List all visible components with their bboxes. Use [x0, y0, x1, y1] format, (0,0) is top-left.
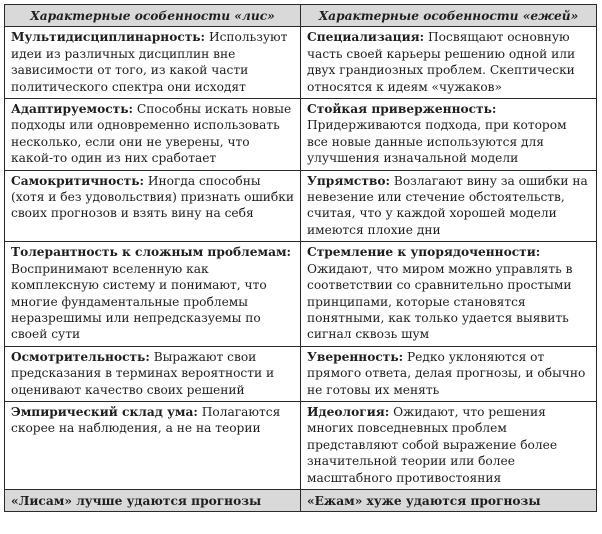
- summary-row: [5, 489, 597, 511]
- fox-trait-label: Толерантность к сложным проблемам:: [11, 245, 292, 260]
- hedgehog-cell: [301, 99, 597, 171]
- fox-trait-text: Способны искать новые подходы или одновременно использовать несколько, если они не уверены, что какой-то один из них сработает: [11, 102, 292, 166]
- hedgehog-trait-label: Уверенность:: [307, 349, 404, 364]
- table-row: [5, 401, 597, 489]
- fox-cell: [5, 170, 301, 242]
- fox-trait-label: Мультидисциплинарность:: [11, 30, 206, 45]
- fox-trait-text: Используют идеи из различных дисциплин вне зависимости от того, из какой части политического спектра они исходят: [11, 30, 288, 94]
- table-row: [5, 27, 597, 99]
- fox-trait-label: Самокритичность:: [11, 173, 144, 188]
- fox-trait-text: Иногда способны (хотя и без удовольствия) признать ошибки своих прогнозов и взять вину на себя: [11, 173, 295, 221]
- fox-trait-text: Выражают свои предсказания в терминах вероятности и оценивают качество своих решений: [11, 349, 275, 397]
- hedgehog-trait-text: Возлагают вину за ошибки на невезение или стечение обстоятельств, считая, что у каждой хорошей модели имеются плохие дни: [307, 173, 588, 237]
- hedgehog-trait-label: Специализация:: [307, 30, 425, 45]
- fox-cell: [5, 346, 301, 401]
- hedgehog-cell: [301, 401, 597, 489]
- header-hedgehogs: Характерные особенности «ежей»: [301, 5, 597, 27]
- fox-trait-label: Осмотрительность:: [11, 349, 150, 364]
- hedgehog-trait-text: Ожидают, что решения многих повседневных проблем представляют собой выражение более значительной теории или более масштабного противостояния: [307, 404, 558, 485]
- hedgehog-cell: [301, 27, 597, 99]
- hedgehog-trait-text: Редко уклоняются от прямого ответа, делая прогнозы, и обычно не готовы их менять: [307, 349, 586, 397]
- hedgehog-cell: [301, 242, 597, 346]
- fox-cell: [5, 99, 301, 171]
- summary-foxes: «Лисам» лучше удаются прогнозы: [5, 489, 301, 511]
- hedgehog-cell: [301, 170, 597, 242]
- hedgehog-trait-text: Посвящают основную часть своей карьеры решению одной или двух грандиозных проблем. Скептически относятся к идеям «чужаков»: [307, 30, 576, 94]
- fox-trait-label: Адаптируемость:: [11, 102, 133, 117]
- table-row: [5, 242, 597, 346]
- header-row: [5, 5, 597, 27]
- hedgehog-trait-text: Ожидают, что миром можно управлять в соответствии со сравнительно простыми принципами, которые становятся понятными, как только удается выявить сигнал сквозь шум: [307, 261, 573, 342]
- hedgehog-trait-label: Стремление к упорядоченности:: [307, 245, 541, 260]
- fox-trait-text: Полагаются скорее на наблюдения, а не на теории: [11, 404, 281, 436]
- fox-cell: [5, 242, 301, 346]
- hedgehog-trait-label: Идеология:: [307, 404, 390, 419]
- hedgehog-cell: [301, 346, 597, 401]
- fox-cell: [5, 27, 301, 99]
- table-row: [5, 346, 597, 401]
- fox-trait-text: Воспринимают вселенную как комплексную систему и понимают, что многие фундаментальные проблемы неразрешимы или непредсказуемы по своей сути: [11, 261, 267, 342]
- hedgehog-trait-text: Придерживаются подхода, при котором все новые данные используются для улучшения изначальной модели: [307, 118, 567, 166]
- hedgehog-trait-label: Упрямство:: [307, 173, 390, 188]
- fox-trait-label: Эмпирический склад ума:: [11, 404, 198, 419]
- hedgehog-trait-label: Стойкая приверженность:: [307, 102, 497, 117]
- table-row: [5, 170, 597, 242]
- header-foxes: Характерные особенности «лис»: [5, 5, 301, 27]
- summary-hedgehogs: «Ежам» хуже удаются прогнозы: [301, 489, 597, 511]
- comparison-table: [4, 4, 597, 512]
- table-row: [5, 99, 597, 171]
- fox-cell: [5, 401, 301, 489]
